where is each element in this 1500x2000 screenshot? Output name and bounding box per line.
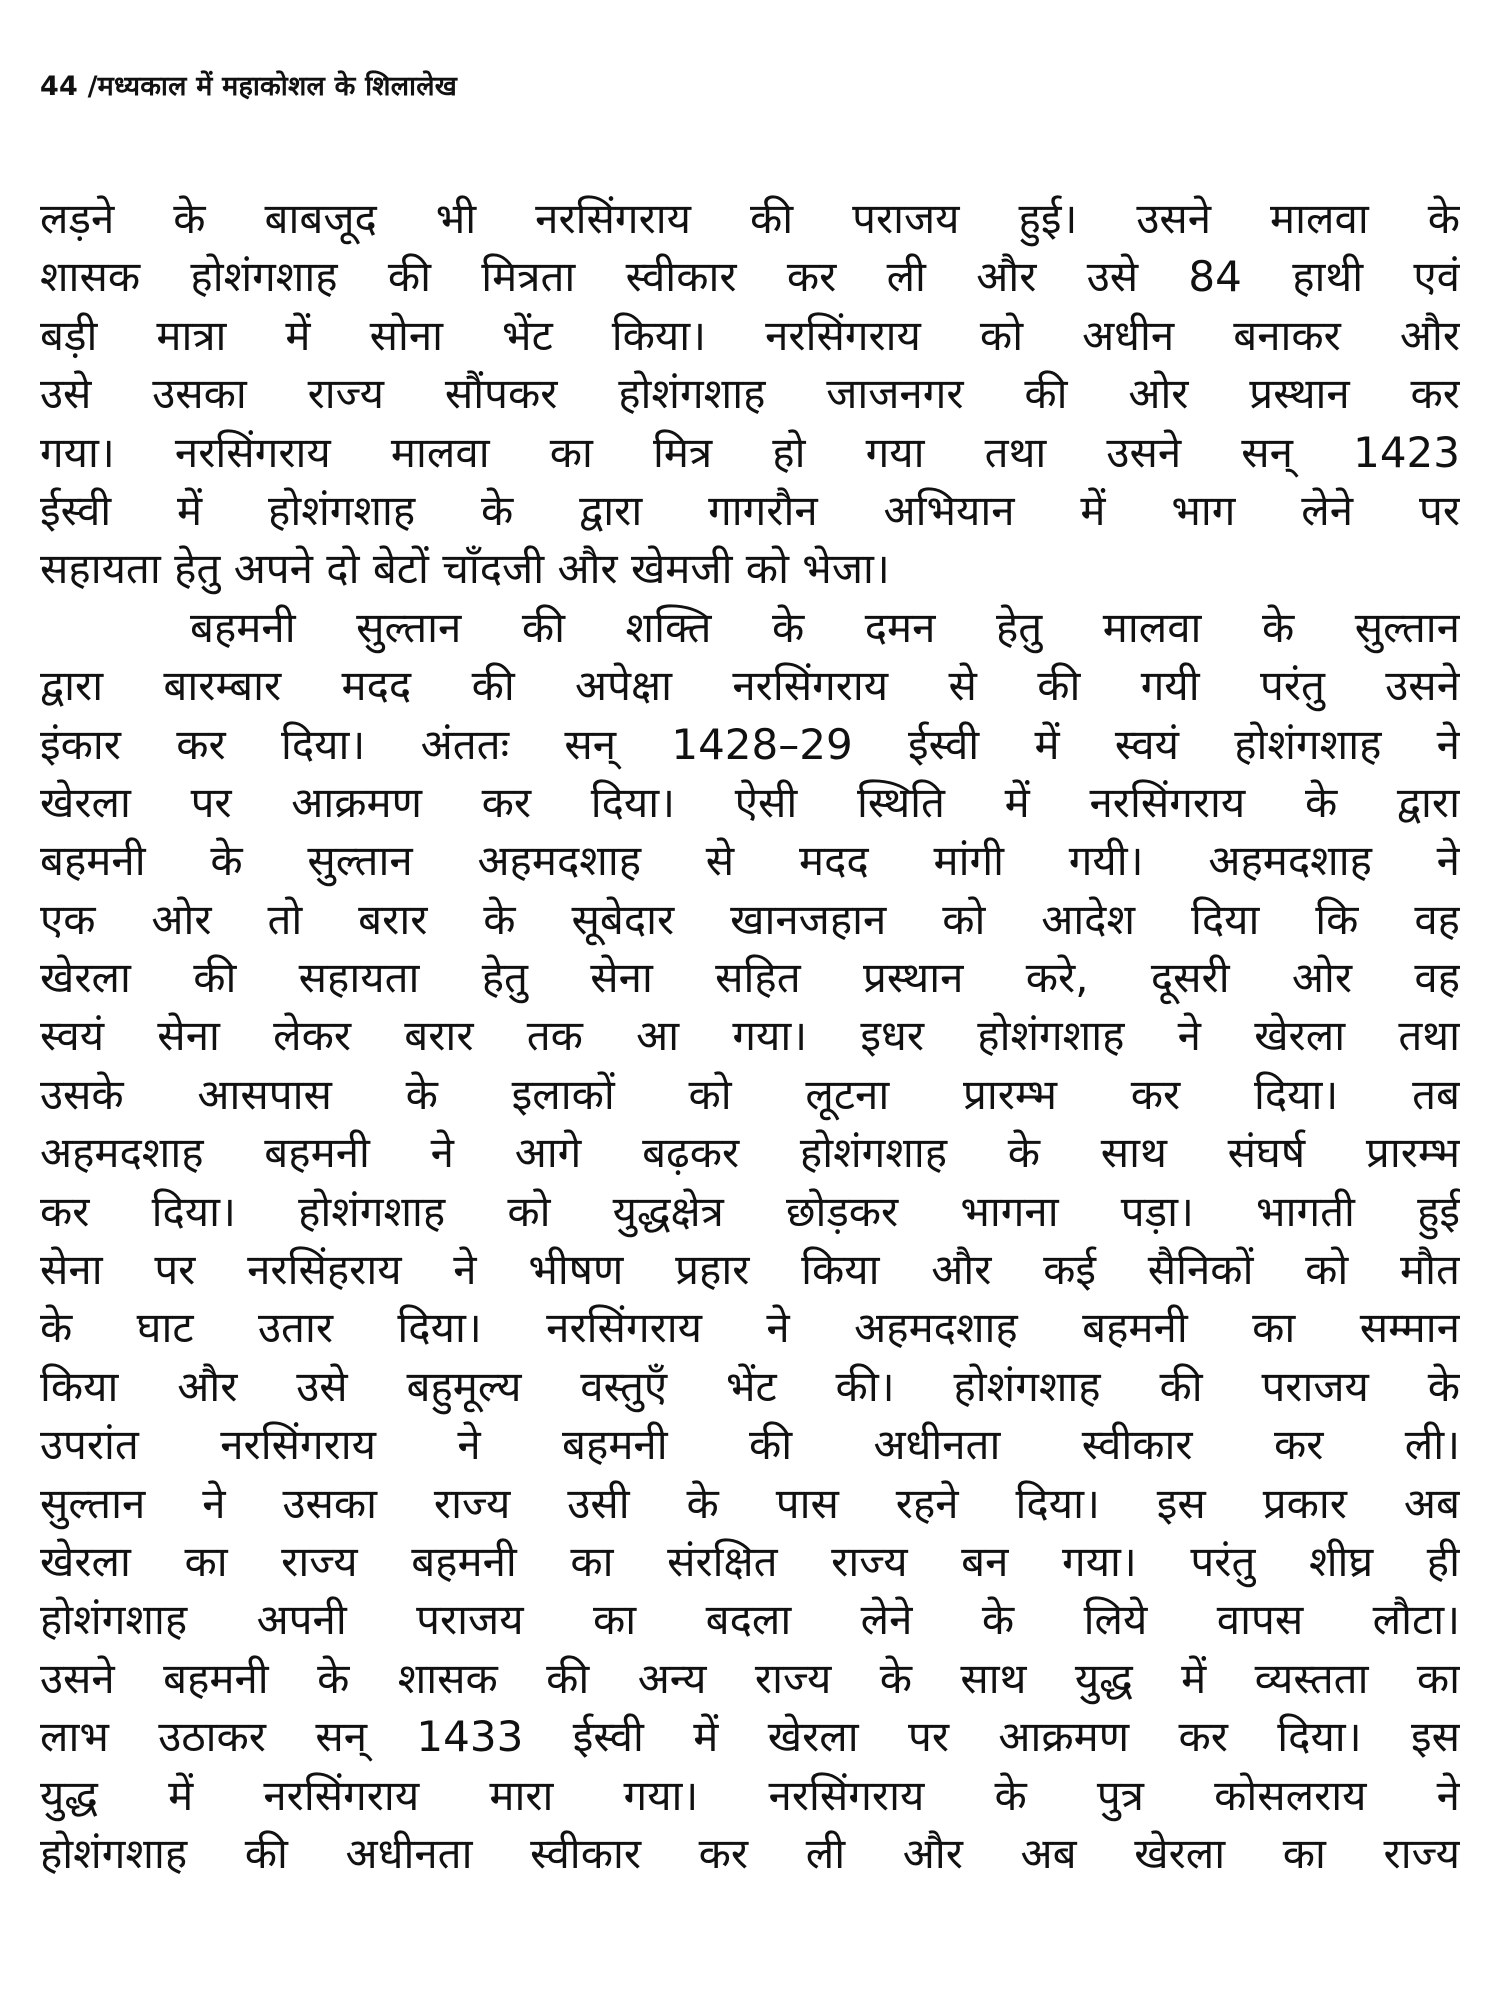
text-line: गया। नरसिंगराय मालवा का मित्र हो गया तथा उसने सन् 1423: [40, 427, 1460, 477]
text-line: अहमदशाह बहमनी ने आगे बढ़कर होशंगशाह के साथ संघर्ष प्रारम्भ: [40, 1128, 1460, 1178]
text-line: बड़ी मात्रा में सोना भेंट किया। नरसिंगराय को अधीन बनाकर और: [40, 310, 1460, 360]
text-line: होशंगशाह अपनी पराजय का बदला लेने के लिये वापस लौटा।: [40, 1595, 1460, 1645]
paragraph-end-line: सहायता हेतु अपने दो बेटों चाँदजी और खेमजी को भेजा।: [40, 544, 890, 594]
running-head: 44 /मध्यकाल में महाकोशल के शिलालेख: [40, 71, 458, 102]
text-line: सेना पर नरसिंहराय ने भीषण प्रहार किया और कई सैनिकों को मौत: [40, 1245, 1460, 1295]
body-text: [40, 190, 1460, 1883]
text-line: किया और उसे बहुमूल्य वस्तुएँ भेंट की। होशंगशाह की पराजय के: [40, 1361, 1460, 1411]
text-line: उसने बहमनी के शासक की अन्य राज्य के साथ युद्ध में व्यस्तता का: [40, 1653, 1460, 1703]
text-line: खेरला का राज्य बहमनी का संरक्षित राज्य बन गया। परंतु शीघ्र ही: [40, 1536, 1460, 1586]
paragraph-start-line: बहमनी सुल्तान की शक्ति के दमन हेतु मालवा के सुल्तान: [190, 602, 1460, 652]
text-line: उसे उसका राज्य सौंपकर होशंगशाह जाजनगर की ओर प्रस्थान कर: [40, 369, 1460, 419]
text-line: बहमनी के सुल्तान अहमदशाह से मदद मांगी गयी। अहमदशाह ने: [40, 836, 1460, 886]
text-line: शासक होशंगशाह की मित्रता स्वीकार कर ली और उसे 84 हाथी एवं: [40, 252, 1460, 302]
text-line: स्वयं सेना लेकर बरार तक आ गया। इधर होशंगशाह ने खेरला तथा: [40, 1011, 1460, 1061]
text-line: कर दिया। होशंगशाह को युद्धक्षेत्र छोड़कर भागना पड़ा। भागती हुई: [40, 1186, 1460, 1236]
text-line: ईस्वी में होशंगशाह के द्वारा गागरौन अभियान में भाग लेने पर: [40, 485, 1460, 535]
text-line: एक ओर तो बरार के सूबेदार खानजहान को आदेश दिया कि वह: [40, 894, 1460, 944]
text-line: द्वारा बारम्बार मदद की अपेक्षा नरसिंगराय से की गयी परंतु उसने: [40, 661, 1460, 711]
text-line: सुल्तान ने उसका राज्य उसी के पास रहने दिया। इस प्रकार अब: [40, 1478, 1460, 1528]
text-line: युद्ध में नरसिंगराय मारा गया। नरसिंगराय के पुत्र कोसलराय ने: [40, 1770, 1460, 1820]
text-line: उपरांत नरसिंगराय ने बहमनी की अधीनता स्वीकार कर ली।: [40, 1420, 1460, 1470]
text-line: लड़ने के बाबजूद भी नरसिंगराय की पराजय हुई। उसने मालवा के: [40, 194, 1460, 243]
text-line: होशंगशाह की अधीनता स्वीकार कर ली और अब खेरला का राज्य: [40, 1828, 1460, 1878]
text-line: लाभ उठाकर सन् 1433 ईस्वी में खेरला पर आक्रमण कर दिया। इस: [40, 1712, 1460, 1762]
text-line: के घाट उतार दिया। नरसिंगराय ने अहमदशाह बहमनी का सम्मान: [40, 1303, 1460, 1353]
text-line: इंकार कर दिया। अंततः सन् 1428–29 ईस्वी में स्वयं होशंगशाह ने: [40, 719, 1460, 769]
text-line: खेरला पर आक्रमण कर दिया। ऐसी स्थिति में नरसिंगराय के द्वारा: [40, 777, 1460, 827]
text-line: उसके आसपास के इलाकों को लूटना प्रारम्भ कर दिया। तब: [40, 1069, 1460, 1119]
text-line: खेरला की सहायता हेतु सेना सहित प्रस्थान करे, दूसरी ओर वह: [40, 953, 1460, 1003]
